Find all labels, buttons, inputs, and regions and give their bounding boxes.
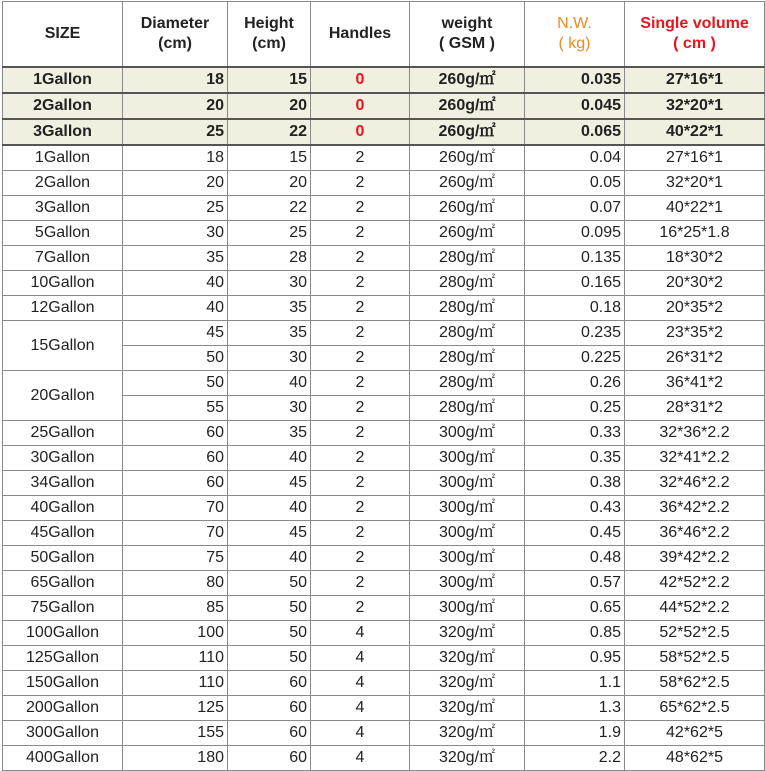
cell-handles: 2: [311, 346, 410, 371]
cell-size: 30Gallon: [3, 446, 123, 471]
cell-handles: 4: [311, 696, 410, 721]
cell-height: 15: [228, 67, 311, 93]
cell-height: 40: [228, 446, 311, 471]
cell-size: 45Gallon: [3, 521, 123, 546]
cell-single-volume: 32*20*1: [625, 171, 765, 196]
cell-height: 45: [228, 471, 311, 496]
cell-weight: 320g/㎡: [410, 721, 525, 746]
table-row: [3, 521, 765, 546]
cell-weight: 280g/㎡: [410, 271, 525, 296]
cell-net-weight: 0.04: [525, 145, 625, 171]
cell-diameter: 50: [123, 346, 228, 371]
cell-size: 3Gallon: [3, 119, 123, 145]
cell-size: 150Gallon: [3, 671, 123, 696]
cell-size: 1Gallon: [3, 145, 123, 171]
cell-weight: 300g/㎡: [410, 421, 525, 446]
cell-handles: 2: [311, 371, 410, 396]
table-row: [3, 446, 765, 471]
cell-height: 30: [228, 271, 311, 296]
cell-height: 20: [228, 171, 311, 196]
cell-diameter: 25: [123, 119, 228, 145]
cell-weight: 320g/㎡: [410, 646, 525, 671]
table-row: [3, 721, 765, 746]
cell-height: 28: [228, 246, 311, 271]
cell-diameter: 125: [123, 696, 228, 721]
cell-handles: 2: [311, 421, 410, 446]
cell-weight: 300g/㎡: [410, 571, 525, 596]
header-size: SIZE: [3, 2, 123, 68]
cell-diameter: 40: [123, 271, 228, 296]
cell-single-volume: 27*16*1: [625, 145, 765, 171]
header-single-volume: Single volume ( cm ): [625, 2, 765, 68]
cell-diameter: 110: [123, 646, 228, 671]
cell-diameter: 45: [123, 321, 228, 346]
cell-height: 50: [228, 596, 311, 621]
cell-diameter: 18: [123, 67, 228, 93]
cell-size: 20Gallon: [3, 371, 123, 421]
cell-net-weight: 0.33: [525, 421, 625, 446]
cell-diameter: 20: [123, 93, 228, 119]
cell-net-weight: 0.45: [525, 521, 625, 546]
cell-net-weight: 0.18: [525, 296, 625, 321]
cell-handles: 2: [311, 271, 410, 296]
cell-size: 2Gallon: [3, 171, 123, 196]
table-row: [3, 571, 765, 596]
cell-size: 25Gallon: [3, 421, 123, 446]
cell-height: 22: [228, 196, 311, 221]
cell-height: 35: [228, 321, 311, 346]
cell-net-weight: 1.9: [525, 721, 625, 746]
cell-height: 50: [228, 621, 311, 646]
table-row: [3, 546, 765, 571]
cell-height: 35: [228, 421, 311, 446]
cell-net-weight: 2.2: [525, 746, 625, 771]
cell-height: 45: [228, 521, 311, 546]
table-row: [3, 496, 765, 521]
table-row: [3, 221, 765, 246]
cell-diameter: 70: [123, 521, 228, 546]
cell-net-weight: 0.65: [525, 596, 625, 621]
cell-single-volume: 40*22*1: [625, 119, 765, 145]
cell-size: 34Gallon: [3, 471, 123, 496]
cell-diameter: 75: [123, 546, 228, 571]
cell-net-weight: 0.065: [525, 119, 625, 145]
cell-handles: 4: [311, 671, 410, 696]
table-row: [3, 271, 765, 296]
cell-size: 10Gallon: [3, 271, 123, 296]
table-row: [3, 621, 765, 646]
cell-height: 60: [228, 746, 311, 771]
cell-weight: 260g/㎡: [410, 119, 525, 145]
cell-net-weight: 0.225: [525, 346, 625, 371]
cell-weight: 280g/㎡: [410, 371, 525, 396]
table-row: [3, 296, 765, 321]
cell-weight: 260g/㎡: [410, 171, 525, 196]
cell-weight: 280g/㎡: [410, 296, 525, 321]
cell-weight: 320g/㎡: [410, 696, 525, 721]
table-row: [3, 696, 765, 721]
cell-weight: 260g/㎡: [410, 67, 525, 93]
cell-weight: 320g/㎡: [410, 746, 525, 771]
cell-size: 50Gallon: [3, 546, 123, 571]
cell-diameter: 18: [123, 145, 228, 171]
cell-weight: 300g/㎡: [410, 546, 525, 571]
cell-single-volume: 42*52*2.2: [625, 571, 765, 596]
cell-single-volume: 44*52*2.2: [625, 596, 765, 621]
cell-size: 12Gallon: [3, 296, 123, 321]
cell-height: 50: [228, 571, 311, 596]
cell-single-volume: 20*35*2: [625, 296, 765, 321]
cell-diameter: 20: [123, 171, 228, 196]
cell-height: 60: [228, 721, 311, 746]
cell-single-volume: 36*41*2: [625, 371, 765, 396]
cell-size: 3Gallon: [3, 196, 123, 221]
table-row: [3, 67, 765, 93]
cell-diameter: 55: [123, 396, 228, 421]
cell-height: 40: [228, 496, 311, 521]
cell-height: 40: [228, 546, 311, 571]
cell-height: 30: [228, 346, 311, 371]
header-net-weight: N.W. ( kg): [525, 2, 625, 68]
cell-height: 60: [228, 696, 311, 721]
cell-net-weight: 0.48: [525, 546, 625, 571]
cell-handles: 2: [311, 396, 410, 421]
cell-handles: 2: [311, 196, 410, 221]
cell-height: 35: [228, 296, 311, 321]
table-row: [3, 371, 765, 396]
cell-size: 7Gallon: [3, 246, 123, 271]
cell-diameter: 80: [123, 571, 228, 596]
cell-single-volume: 36*42*2.2: [625, 496, 765, 521]
table-row: [3, 646, 765, 671]
table-row: [3, 93, 765, 119]
cell-diameter: 180: [123, 746, 228, 771]
cell-diameter: 70: [123, 496, 228, 521]
cell-diameter: 85: [123, 596, 228, 621]
cell-single-volume: 20*30*2: [625, 271, 765, 296]
cell-size: 75Gallon: [3, 596, 123, 621]
cell-handles: 0: [311, 93, 410, 119]
header-handles: Handles: [311, 2, 410, 68]
table-body: [3, 67, 765, 771]
cell-size: 125Gallon: [3, 646, 123, 671]
table-row: [3, 746, 765, 771]
cell-single-volume: 23*35*2: [625, 321, 765, 346]
cell-handles: 0: [311, 119, 410, 145]
cell-single-volume: 58*62*2.5: [625, 671, 765, 696]
table-row: [3, 321, 765, 346]
cell-diameter: 60: [123, 446, 228, 471]
cell-handles: 2: [311, 296, 410, 321]
cell-net-weight: 0.05: [525, 171, 625, 196]
cell-net-weight: 0.235: [525, 321, 625, 346]
cell-handles: 2: [311, 496, 410, 521]
cell-net-weight: 0.95: [525, 646, 625, 671]
cell-single-volume: 27*16*1: [625, 67, 765, 93]
cell-handles: 2: [311, 596, 410, 621]
cell-height: 30: [228, 396, 311, 421]
cell-weight: 300g/㎡: [410, 446, 525, 471]
cell-single-volume: 39*42*2.2: [625, 546, 765, 571]
cell-size: 15Gallon: [3, 321, 123, 371]
cell-size: 200Gallon: [3, 696, 123, 721]
cell-single-volume: 42*62*5: [625, 721, 765, 746]
cell-height: 15: [228, 145, 311, 171]
cell-single-volume: 32*46*2.2: [625, 471, 765, 496]
cell-net-weight: 0.045: [525, 93, 625, 119]
cell-diameter: 30: [123, 221, 228, 246]
cell-single-volume: 48*62*5: [625, 746, 765, 771]
cell-net-weight: 0.165: [525, 271, 625, 296]
cell-net-weight: 0.38: [525, 471, 625, 496]
cell-net-weight: 0.07: [525, 196, 625, 221]
cell-height: 25: [228, 221, 311, 246]
cell-single-volume: 40*22*1: [625, 196, 765, 221]
cell-single-volume: 16*25*1.8: [625, 221, 765, 246]
cell-single-volume: 36*46*2.2: [625, 521, 765, 546]
cell-single-volume: 32*36*2.2: [625, 421, 765, 446]
cell-diameter: 50: [123, 371, 228, 396]
cell-diameter: 25: [123, 196, 228, 221]
cell-handles: 4: [311, 746, 410, 771]
cell-diameter: 100: [123, 621, 228, 646]
table-row: [3, 145, 765, 171]
header-diameter: Diameter (cm): [123, 2, 228, 68]
cell-single-volume: 32*41*2.2: [625, 446, 765, 471]
cell-handles: 2: [311, 471, 410, 496]
cell-weight: 300g/㎡: [410, 596, 525, 621]
cell-weight: 280g/㎡: [410, 346, 525, 371]
cell-net-weight: 0.43: [525, 496, 625, 521]
cell-handles: 2: [311, 521, 410, 546]
cell-handles: 2: [311, 145, 410, 171]
table-row: [3, 596, 765, 621]
cell-size: 300Gallon: [3, 721, 123, 746]
cell-size: 5Gallon: [3, 221, 123, 246]
table-row: [3, 421, 765, 446]
cell-diameter: 60: [123, 421, 228, 446]
cell-height: 20: [228, 93, 311, 119]
cell-handles: 2: [311, 321, 410, 346]
cell-height: 60: [228, 671, 311, 696]
cell-weight: 300g/㎡: [410, 521, 525, 546]
cell-net-weight: 1.3: [525, 696, 625, 721]
header-height: Height (cm): [228, 2, 311, 68]
cell-weight: 260g/㎡: [410, 93, 525, 119]
cell-size: 1Gallon: [3, 67, 123, 93]
cell-size: 40Gallon: [3, 496, 123, 521]
cell-single-volume: 26*31*2: [625, 346, 765, 371]
cell-handles: 4: [311, 646, 410, 671]
cell-handles: 4: [311, 621, 410, 646]
cell-height: 40: [228, 371, 311, 396]
cell-handles: 2: [311, 171, 410, 196]
table-header: [3, 2, 765, 68]
cell-handles: 2: [311, 546, 410, 571]
cell-single-volume: 52*52*2.5: [625, 621, 765, 646]
cell-net-weight: 0.85: [525, 621, 625, 646]
cell-diameter: 40: [123, 296, 228, 321]
cell-weight: 280g/㎡: [410, 246, 525, 271]
cell-weight: 300g/㎡: [410, 496, 525, 521]
cell-size: 100Gallon: [3, 621, 123, 646]
cell-net-weight: 0.26: [525, 371, 625, 396]
table-row: [3, 171, 765, 196]
cell-weight: 320g/㎡: [410, 671, 525, 696]
cell-weight: 260g/㎡: [410, 145, 525, 171]
cell-size: 400Gallon: [3, 746, 123, 771]
table-row: [3, 246, 765, 271]
cell-net-weight: 0.135: [525, 246, 625, 271]
table-row: [3, 671, 765, 696]
cell-weight: 280g/㎡: [410, 321, 525, 346]
cell-height: 50: [228, 646, 311, 671]
cell-diameter: 155: [123, 721, 228, 746]
cell-size: 2Gallon: [3, 93, 123, 119]
cell-height: 22: [228, 119, 311, 145]
cell-diameter: 60: [123, 471, 228, 496]
cell-weight: 260g/㎡: [410, 221, 525, 246]
cell-weight: 300g/㎡: [410, 471, 525, 496]
cell-single-volume: 65*62*2.5: [625, 696, 765, 721]
header-row: [3, 2, 765, 68]
cell-weight: 320g/㎡: [410, 621, 525, 646]
table-row: [3, 119, 765, 145]
table-row: [3, 471, 765, 496]
spec-table: [2, 1, 765, 771]
cell-net-weight: 1.1: [525, 671, 625, 696]
cell-single-volume: 18*30*2: [625, 246, 765, 271]
cell-net-weight: 0.35: [525, 446, 625, 471]
cell-weight: 260g/㎡: [410, 196, 525, 221]
cell-net-weight: 0.095: [525, 221, 625, 246]
header-weight: weight ( GSM ): [410, 2, 525, 68]
table-row: [3, 196, 765, 221]
cell-weight: 280g/㎡: [410, 396, 525, 421]
cell-size: 65Gallon: [3, 571, 123, 596]
cell-diameter: 110: [123, 671, 228, 696]
cell-handles: 4: [311, 721, 410, 746]
cell-handles: 2: [311, 571, 410, 596]
cell-single-volume: 28*31*2: [625, 396, 765, 421]
cell-single-volume: 32*20*1: [625, 93, 765, 119]
cell-handles: 2: [311, 446, 410, 471]
cell-net-weight: 0.035: [525, 67, 625, 93]
cell-diameter: 35: [123, 246, 228, 271]
cell-handles: 0: [311, 67, 410, 93]
cell-handles: 2: [311, 246, 410, 271]
cell-single-volume: 58*52*2.5: [625, 646, 765, 671]
cell-net-weight: 0.57: [525, 571, 625, 596]
cell-net-weight: 0.25: [525, 396, 625, 421]
cell-handles: 2: [311, 221, 410, 246]
